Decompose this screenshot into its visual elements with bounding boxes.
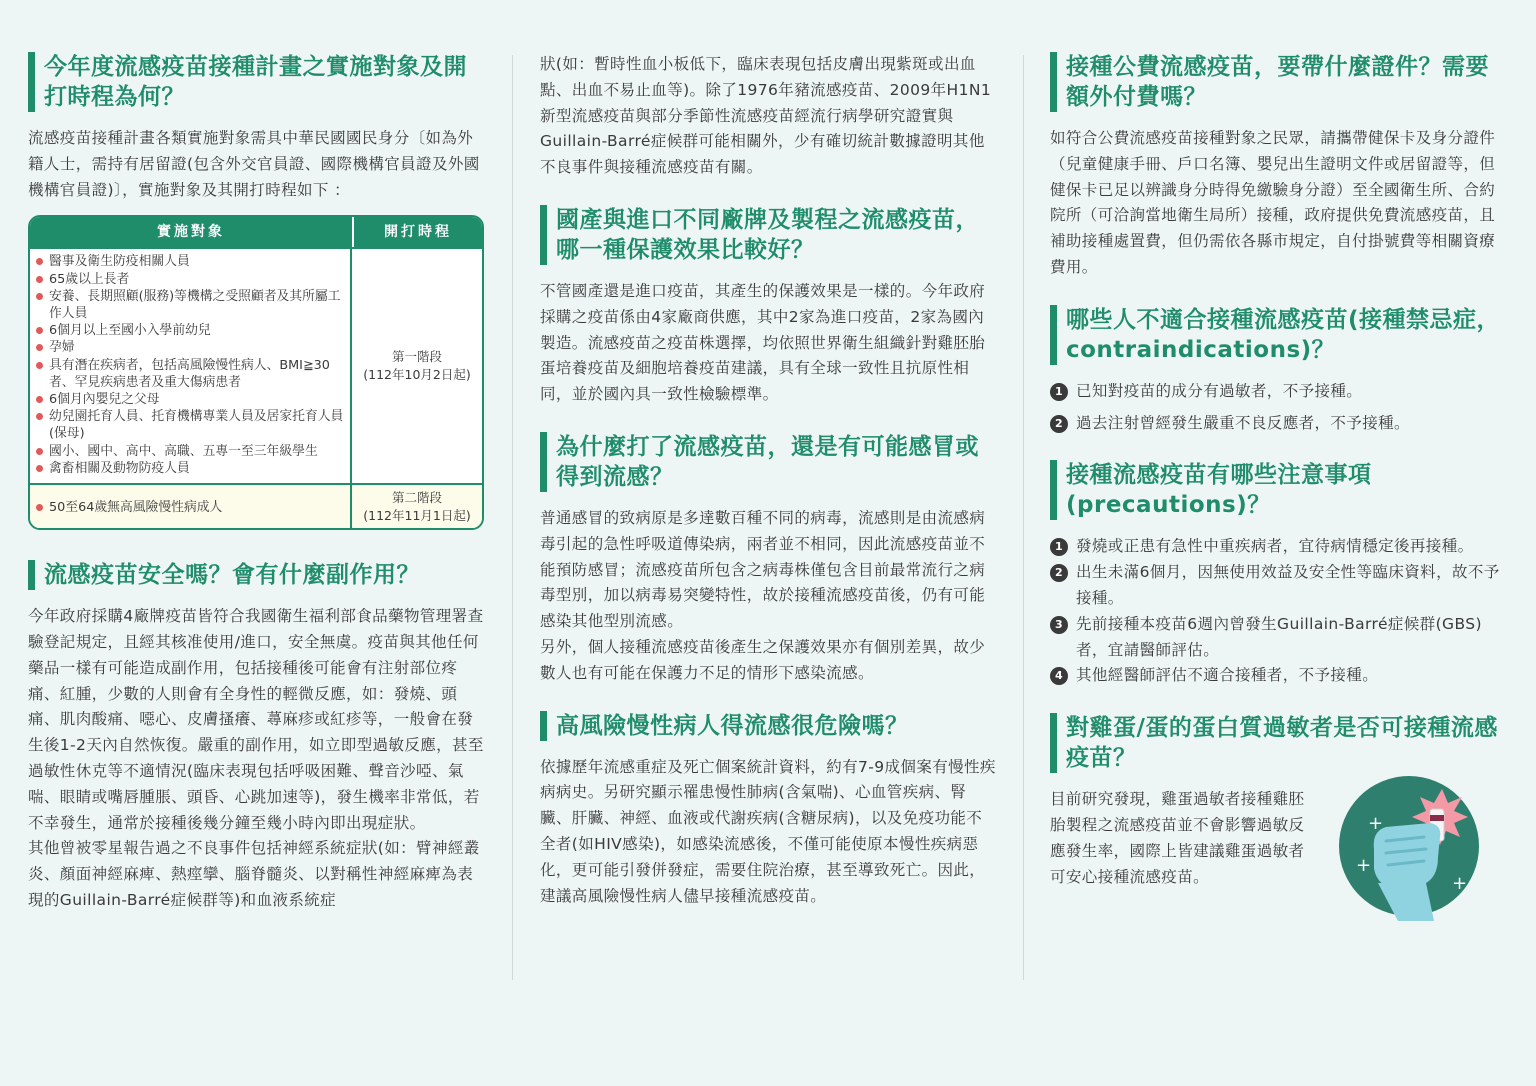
list-item: 3 先前接種本疫苗6週內曾發生Guillain-Barré症候群(GBS)者，宜請醫師評估。 — [1050, 612, 1508, 664]
section-paragraph-safety: 今年政府採購4廠牌疫苗皆符合我國衛生福利部食品藥物管理署查驗登記規定，且經其核准使用/進口，安全無虞。疫苗與其他任何藥品一樣有可能造成副作用，包括接種後可能會有注射部位疼痛、紅腫，少數的人則會有全身性的輕微反應，如：發燒、頭痛、肌肉酸痛、噁心、皮膚搔癢、蕁麻疹或紅疹等，一般會在發生後1-2天內自然恢復。嚴重的副作用，如立即型過敏反應，甚至過敏性休克等不適情況(臨床表現包括呼吸困難、聲音沙啞、氣喘、眼睛或嘴唇腫脹、頭昏、心跳加速等)，發生機率非常低，若不幸發生，通常於接種後幾分鐘至幾小時內即出現症狀。 — [28, 607, 484, 832]
bullet-dot — [36, 293, 43, 300]
bullet-dot — [36, 258, 43, 265]
list-item: 6個月內嬰兒之父母 — [34, 391, 346, 408]
column-1 — [28, 52, 484, 914]
list-item: 國小、國中、高中、高職、五專一至三年級學生 — [34, 443, 346, 460]
number-badge: 1 — [1050, 538, 1068, 556]
bullet-dot — [36, 327, 43, 334]
table-cell-targets — [30, 485, 352, 528]
list-item: 1 已知對疫苗的成分有過敏者，不予接種。 — [1050, 379, 1508, 405]
section-paragraph-adverse-continued: 狀(如：暫時性血小板低下，臨床表現包括皮膚出現紫斑或出血點、出血不易止血等)。除了1976年豬流感疫苗、2009年H1N1新型流感疫苗與部分季節性流感疫苗經流行病學研究證實與Guillain-Barré症候群可能相關外，少有確切統計數據證明其他不良事件與接種流感疫苗有關。 — [540, 55, 992, 177]
svg-text:+: + — [1368, 813, 1384, 835]
list-item: 安養、長期照顧(服務)等機構之受照顧者及其所屬工作人員 — [34, 288, 346, 322]
bullet-dot — [36, 396, 43, 403]
section-paragraph-target-schedule: 流感疫苗接種計畫各類實施對象需具中華民國國民身分〔如為外籍人士，需持有居留證(包含外交官員證、國際機構官員證及外國機構官員證)〕，實施對象及其開打時程如下 ： — [28, 129, 480, 199]
phase-label: 第一階段 — [391, 349, 442, 365]
list-item: 2 出生未滿6個月，因無使用效益及安全性等臨床資料，故不予接種。 — [1050, 560, 1508, 612]
section-paragraph-still-get-flu: 普通感冒的致病原是多達數百種不同的病毒，流感則是由流感病毒引起的急性呼吸道傳染病，兩者並不相同，因此流感疫苗並不能預防感冒；流感疫苗所包含之病毒株僅包含目前最常流行之病毒型別，加以病毒易突變特性，故於接種流感疫苗後，仍有可能感染其他型別流感。 — [540, 508, 986, 631]
list-item: 具有潛在疾病者，包括高風險慢性病人、BMI≧30者、罕見疾病患者及重大傷病患者 — [34, 357, 346, 391]
list-item: 65歲以上長者 — [34, 271, 346, 288]
section-paragraph-documents: 如符合公費流感疫苗接種對象之民眾，請攜帶健保卡及身分證件（兒童健康手冊、戶口名簿、嬰兒出生證明文件或居留證等，但健保卡已足以辨識身分時得免繳驗身分證）至全國衛生所、合約院所（可洽詢當地衛生局所）接種，政府提供免費流感疫苗，且補助接種處置費，但仍需依各縣市規定，自付掛號費等相關資療費用。 — [1050, 129, 1496, 276]
list-item: 孕婦 — [34, 339, 346, 356]
section-heading-contraindications: 哪些人不適合接種流感疫苗(接種禁忌症，contraindications)？ — [1050, 305, 1508, 365]
section-heading-target-schedule: 今年度流感疫苗接種計畫之實施對象及開打時程為何？ — [28, 52, 484, 112]
section-heading-domestic-vs-imported: 國產與進口不同廠牌及製程之流感疫苗，哪一種保護效果比較好？ — [540, 205, 998, 265]
bullet-dot — [36, 448, 43, 455]
list-item: 6個月以上至國小入學前幼兒 — [34, 322, 346, 339]
svg-text:+: + — [1452, 873, 1468, 895]
bullet-dot — [36, 465, 43, 472]
bullet-dot — [36, 344, 43, 351]
list-item: 醫事及衛生防疫相關人員 — [34, 253, 346, 270]
table-header-schedule: 開打時程 — [384, 224, 452, 241]
section-heading-still-get-flu: 為什麼打了流感疫苗，還是有可能感冒或得到流感？ — [540, 432, 998, 492]
section-heading-documents: 接種公費流感疫苗，要帶什麼證件？需要額外付費嗎？ — [1050, 52, 1508, 112]
table-cell-phase-2 — [352, 485, 482, 528]
list-item: 4 其他經醫師評估不適合接種者，不予接種。 — [1050, 663, 1508, 689]
bullet-dot — [36, 362, 43, 369]
number-badge: 2 — [1050, 564, 1068, 582]
phase-date: (112年11月1日起) — [363, 507, 471, 523]
section-heading-egg-allergy: 對雞蛋/蛋的蛋白質過敏者是否可接種流感疫苗？ — [1050, 713, 1508, 773]
section-heading-safety: 流感疫苗安全嗎？會有什麼副作用？ — [28, 560, 484, 590]
number-badge: 4 — [1050, 667, 1068, 685]
list-item: 2 過去注射曾經發生嚴重不良反應者，不予接種。 — [1050, 411, 1508, 437]
bullet-dot — [36, 504, 43, 511]
table-cell-phase-1 — [352, 249, 482, 483]
phase-date: (112年10月2日起) — [363, 367, 471, 383]
svg-text:+: + — [1356, 855, 1372, 877]
section-paragraph-individual-difference: 另外，個人接種流感疫苗後產生之保護效果亦有個別差異，故少數人也有可能在保護力不足的情形下感染流感。 — [540, 637, 986, 682]
section-heading-precautions: 接種流感疫苗有哪些注意事項(precautions)？ — [1050, 460, 1508, 520]
egg-allergy-content — [1050, 787, 1508, 925]
section-heading-high-risk: 高風險慢性病人得流感很危險嗎？ — [540, 711, 998, 741]
number-badge: 2 — [1050, 415, 1068, 433]
number-badge: 3 — [1050, 616, 1068, 634]
section-paragraph-adverse-events: 其他曾被零星報告過之不良事件包括神經系統症狀(如：臂神經叢炎、顏面神經麻痺、熱痙攣、腦脊髓炎、以對稱性神經麻痺為表現的Guillain-Barré症候群等)和血液系統症 — [28, 839, 480, 909]
bullet-dot — [36, 276, 43, 283]
list-item: 50至64歲無高風險慢性病成人 — [34, 499, 346, 516]
column-divider-left — [512, 55, 513, 980]
column-divider-right — [1023, 55, 1024, 980]
vaccine-illustration — [1334, 771, 1484, 925]
phase-label: 第二階段 — [391, 489, 442, 505]
section-paragraph-domestic-vs-imported: 不管國產還是進口疫苗，其產生的保護效果是一樣的。今年政府採購之疫苗係由4家廠商供應，其中2家為進口疫苗，2家為國內製造。流感疫苗之疫苗株選擇，均依照世界衛生組織針對雞胚胎蛋培養疫苗及細胞培養疫苗建議，具有全球一致性且抗原性相同，並於國內具一致性檢驗標準。 — [540, 281, 986, 404]
number-badge: 1 — [1050, 383, 1068, 401]
table-header — [30, 217, 482, 247]
section-paragraph-egg-allergy: 目前研究發現，雞蛋過敏者接種雞胚胎製程之流感疫苗並不會影響過敏反 應發生率，國際上皆建議雞蛋過敏者可安心接種流感疫苗。 — [1050, 790, 1321, 886]
table-header-target: 實施對象 — [30, 217, 354, 247]
column-2 — [540, 52, 998, 909]
target-schedule-table — [28, 215, 484, 530]
gloved-hand-vaccine-icon — [1334, 771, 1484, 921]
table-row-phase-1 — [30, 247, 482, 483]
column-3 — [1050, 52, 1508, 925]
table-cell-targets — [30, 249, 352, 483]
section-paragraph-high-risk: 依據歷年流感重症及死亡個案統計資料，約有7-9成個案有慢性疾病病史。另研究顯示罹患慢性肺病(含氣喘)、心血管疾病、腎臟、肝臟、神經、血液或代謝疾病(含糖尿病)，以及免疫功能不全者(如HIV感染)，如感染流感後，不僅可能使原本慢性疾病惡化，更可能引發併發症，需要住院治療，甚至導致死亡。因此，建議高風險慢性病人儘早接種流感疫苗。 — [540, 757, 996, 905]
list-item: 禽畜相關及動物防疫人員 — [34, 460, 346, 477]
table-row-phase-2 — [30, 483, 482, 528]
list-item: 1 發燒或正患有急性中重疾病者，宜待病情穩定後再接種。 — [1050, 534, 1508, 560]
bullet-dot — [36, 413, 43, 420]
list-item: 幼兒園托育人員、托育機構專業人員及居家托育人員(保母) — [34, 408, 346, 442]
